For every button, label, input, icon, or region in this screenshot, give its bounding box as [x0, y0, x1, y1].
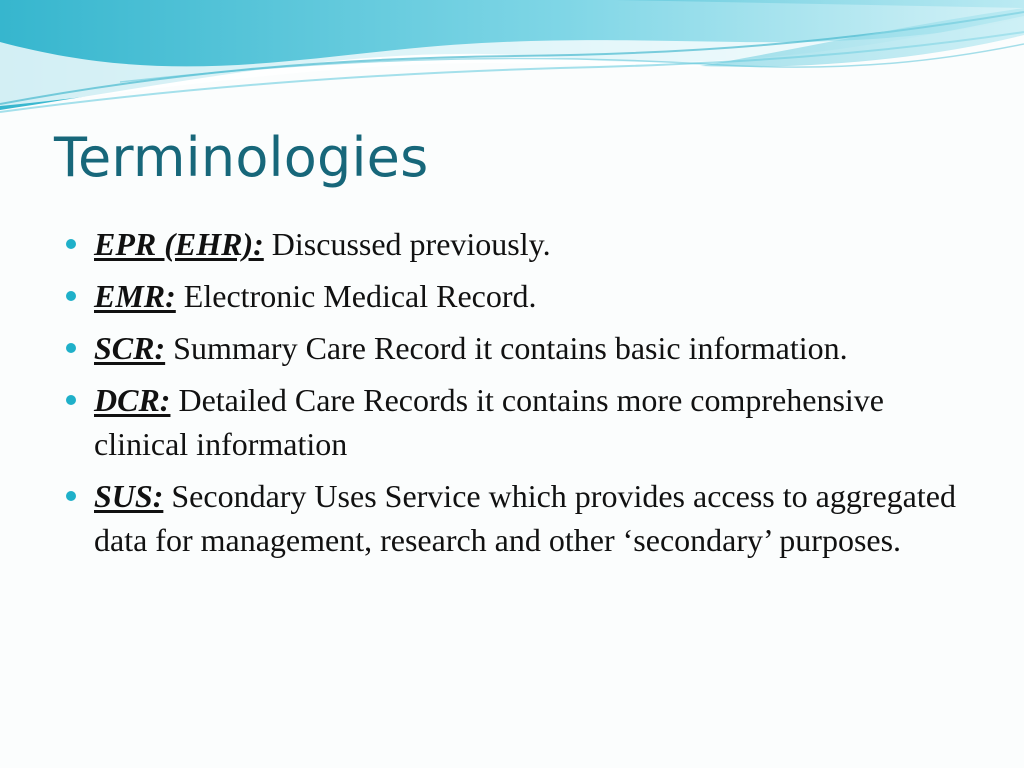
bullet-icon: [66, 343, 76, 353]
terminology-list: [62, 222, 962, 570]
terminology-definition: Detailed Care Records it contains more comprehensive clinical information: [94, 382, 884, 462]
terminology-term: SUS:: [94, 478, 164, 514]
terminology-definition: Electronic Medical Record.: [183, 278, 537, 314]
terminology-item-sus: [62, 474, 962, 562]
bullet-icon: [66, 395, 76, 405]
terminology-term: EPR (EHR):: [94, 226, 264, 262]
terminology-term: SCR:: [94, 330, 166, 366]
terminology-item-scr: [62, 326, 962, 370]
terminology-item-epr: [62, 222, 962, 266]
terminology-definition: Discussed previously.: [271, 226, 551, 262]
bullet-icon: [66, 239, 76, 249]
terminology-item-dcr: [62, 378, 962, 466]
terminology-definition: Summary Care Record it contains basic information.: [173, 330, 848, 366]
slide-title: Terminologies: [54, 126, 429, 189]
terminology-term: EMR:: [94, 278, 176, 314]
bullet-icon: [66, 491, 76, 501]
header-wave-decoration: [0, 0, 1024, 130]
bullet-icon: [66, 291, 76, 301]
terminology-term: DCR:: [94, 382, 171, 418]
terminology-item-emr: [62, 274, 962, 318]
terminology-definition: Secondary Uses Service which provides access to aggregated data for management, research and other ‘secondary’ purposes.: [94, 478, 956, 558]
